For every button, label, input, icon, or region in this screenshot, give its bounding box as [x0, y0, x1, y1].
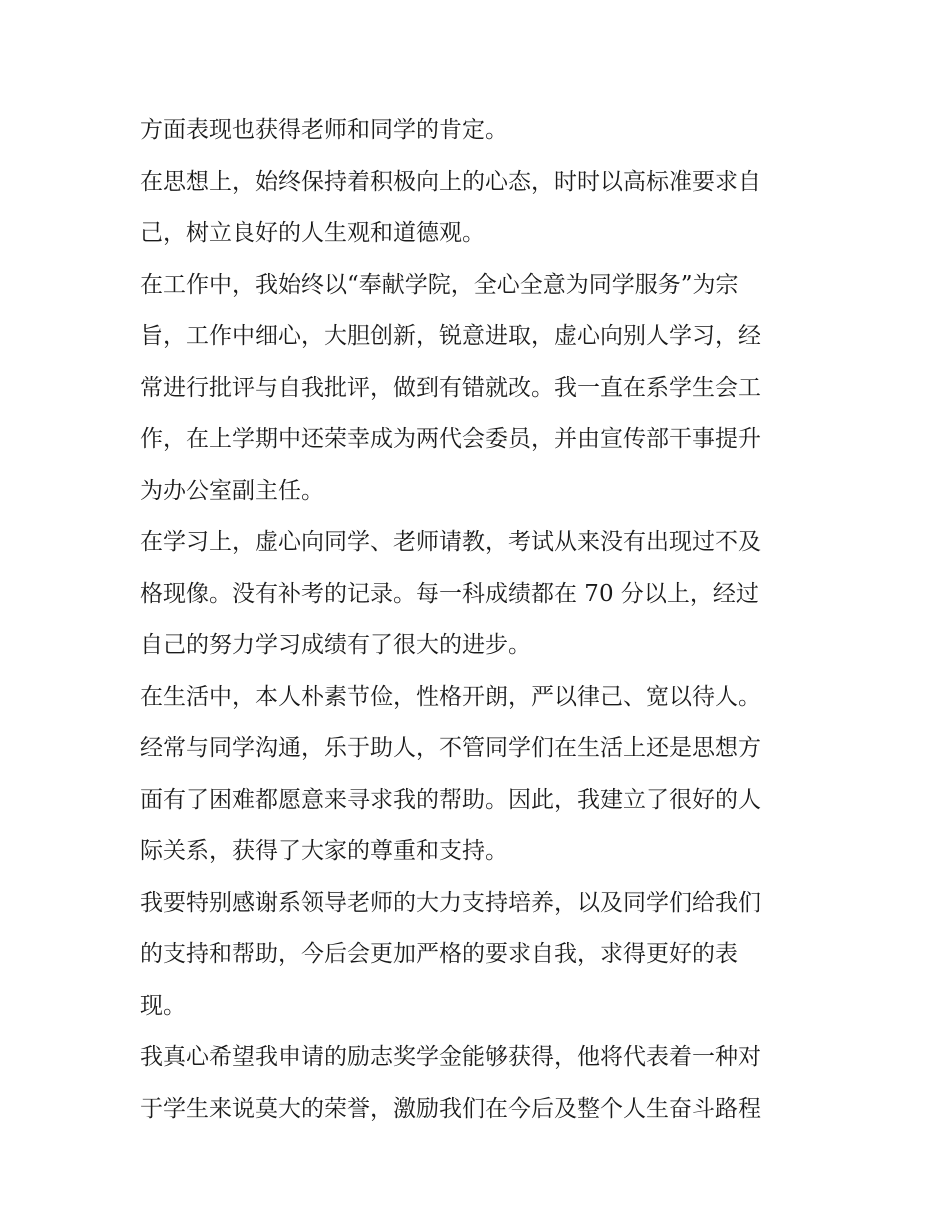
text-line: 在思想上，始终保持着积极向上的心态，时时以高标准要求自: [140, 168, 761, 195]
text-line: 方面表现也获得老师和同学的肯定。: [140, 117, 508, 143]
text-line: 于学生来说莫大的荣誉，激励我们在今后及整个人生奋斗路程: [140, 1095, 761, 1122]
text-line: 现。: [140, 992, 186, 1019]
text-line: 己，树立良好的人生观和道德观。: [140, 220, 485, 246]
text-line: 在学习上，虚心向同学、老师请教，考试从来没有出现过不及: [140, 529, 761, 555]
text-line: 我要特别感谢系领导老师的大力支持培养，以及同学们给我们: [140, 889, 761, 916]
text-line: 面有了困难都愿意来寻求我的帮助。因此，我建立了很好的人: [140, 786, 761, 813]
text-line: 为办公室副主任。: [140, 477, 324, 504]
text-line: 我真心希望我申请的励志奖学金能够获得，他将代表着一种对: [140, 1044, 761, 1070]
text-line: 际关系，获得了大家的尊重和支持。: [140, 838, 508, 864]
text-line: 格现像。没有补考的记录。每一科成绩都在 70 分以上，经过: [140, 580, 759, 607]
text-line: 作，在上学期中还荣幸成为两代会委员，并由宣传部干事提升: [140, 426, 761, 452]
text-line: 常进行批评与自我批评，做到有错就改。我一直在系学生会工: [140, 374, 761, 401]
text-line: 旨，工作中细心，大胆创新，锐意进取，虚心向别人学习，经: [140, 323, 761, 349]
document-body: [140, 105, 820, 1135]
text-line: 在工作中，我始终以“奉献学院，全心全意为同学服务”为宗: [140, 271, 739, 298]
text-line: 在生活中，本人朴素节俭，性格开朗，严以律己、宽以待人。: [140, 683, 761, 710]
text-line: 的支持和帮助，今后会更加严格的要求自我，求得更好的表: [140, 941, 738, 967]
text-line: 经常与同学沟通，乐于助人，不管同学们在生活上还是思想方: [140, 735, 761, 761]
text-line: 自己的努力学习成绩有了很大的进步。: [140, 632, 531, 658]
